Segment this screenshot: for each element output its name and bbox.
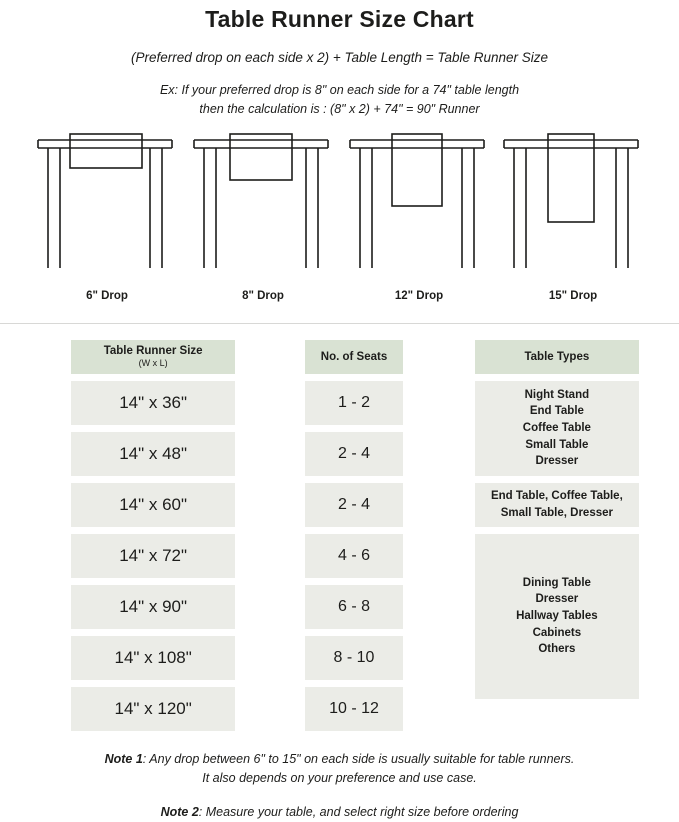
table-row: 6 - 8 — [305, 585, 402, 629]
diagram-15-drop — [488, 130, 658, 302]
table-illustration-15 — [488, 130, 658, 285]
column-size — [71, 340, 235, 738]
table-row: 10 - 12 — [305, 687, 402, 731]
note-1-line-1 — [38, 750, 641, 769]
note-1 — [38, 750, 641, 789]
note-1-label: Note 1 — [104, 751, 143, 766]
note-2 — [38, 803, 641, 822]
table-row: 14" x 90" — [71, 585, 235, 629]
diagram-8-drop — [178, 130, 348, 302]
header-size-sublabel: (W x L) — [138, 358, 168, 369]
note-2-text: : Measure your table, and select right size before ordering — [198, 804, 519, 819]
header-size — [71, 340, 235, 374]
table-row: 4 - 6 — [305, 534, 402, 578]
diagram-12-drop — [334, 130, 504, 302]
table-row: Dining Table Dresser Hallway Tables Cabinets Others — [475, 534, 639, 699]
size-chart-page — [0, 6, 679, 818]
note-2-label: Note 2 — [160, 804, 199, 819]
header-types-label: Table Types — [524, 350, 590, 363]
table-row: 14" x 60" — [71, 483, 235, 527]
example-line-1: Ex: If your preferred drop is 8" on each side for a 74" table length — [159, 83, 520, 97]
table-row: 14" x 48" — [71, 432, 235, 476]
notes-section — [0, 750, 679, 822]
section-divider — [0, 323, 679, 324]
table-illustration-12 — [334, 130, 504, 285]
table-row: 14" x 120" — [71, 687, 235, 731]
diagram-label-12: 12" Drop — [394, 289, 444, 302]
table-row: 1 - 2 — [305, 381, 402, 425]
header-types — [475, 340, 639, 374]
diagram-label-6: 6" Drop — [86, 289, 128, 302]
table-row: 2 - 4 — [305, 483, 402, 527]
drop-diagrams — [0, 130, 679, 315]
note-1-text: : Any drop between 6" to 15" on each side is usually suitable for table runners. — [142, 751, 575, 766]
column-seats — [305, 340, 402, 738]
header-size-label: Table Runner Size — [103, 345, 203, 358]
note-1-line-2: It also depends on your preference and use case. — [202, 771, 477, 786]
table-row: 2 - 4 — [305, 432, 402, 476]
table-row: End Table, Coffee Table, Small Table, Dresser — [475, 483, 639, 527]
page-title: Table Runner Size Chart — [205, 6, 474, 32]
formula-line: (Preferred drop on each side x 2) + Table Length = Table Runner Size — [130, 50, 549, 65]
table-row: 14" x 72" — [71, 534, 235, 578]
diagram-6-drop — [22, 130, 192, 302]
header-seats — [305, 340, 402, 374]
header-seats-label: No. of Seats — [320, 350, 388, 363]
table-row: 8 - 10 — [305, 636, 402, 680]
diagram-label-8: 8" Drop — [242, 289, 284, 302]
table-row: 14" x 36" — [71, 381, 235, 425]
table-illustration-8 — [178, 130, 348, 285]
example-line-2: then the calculation is : (8" x 2) + 74" = 90" Runner — [199, 102, 480, 117]
table-row: 14" x 108" — [71, 636, 235, 680]
size-table — [0, 340, 679, 738]
diagram-label-15: 15" Drop — [548, 289, 598, 302]
example-text — [0, 81, 679, 120]
table-row: Night Stand End Table Coffee Table Small Table Dresser — [475, 381, 639, 476]
table-illustration-6 — [22, 130, 192, 285]
column-types — [475, 340, 639, 738]
